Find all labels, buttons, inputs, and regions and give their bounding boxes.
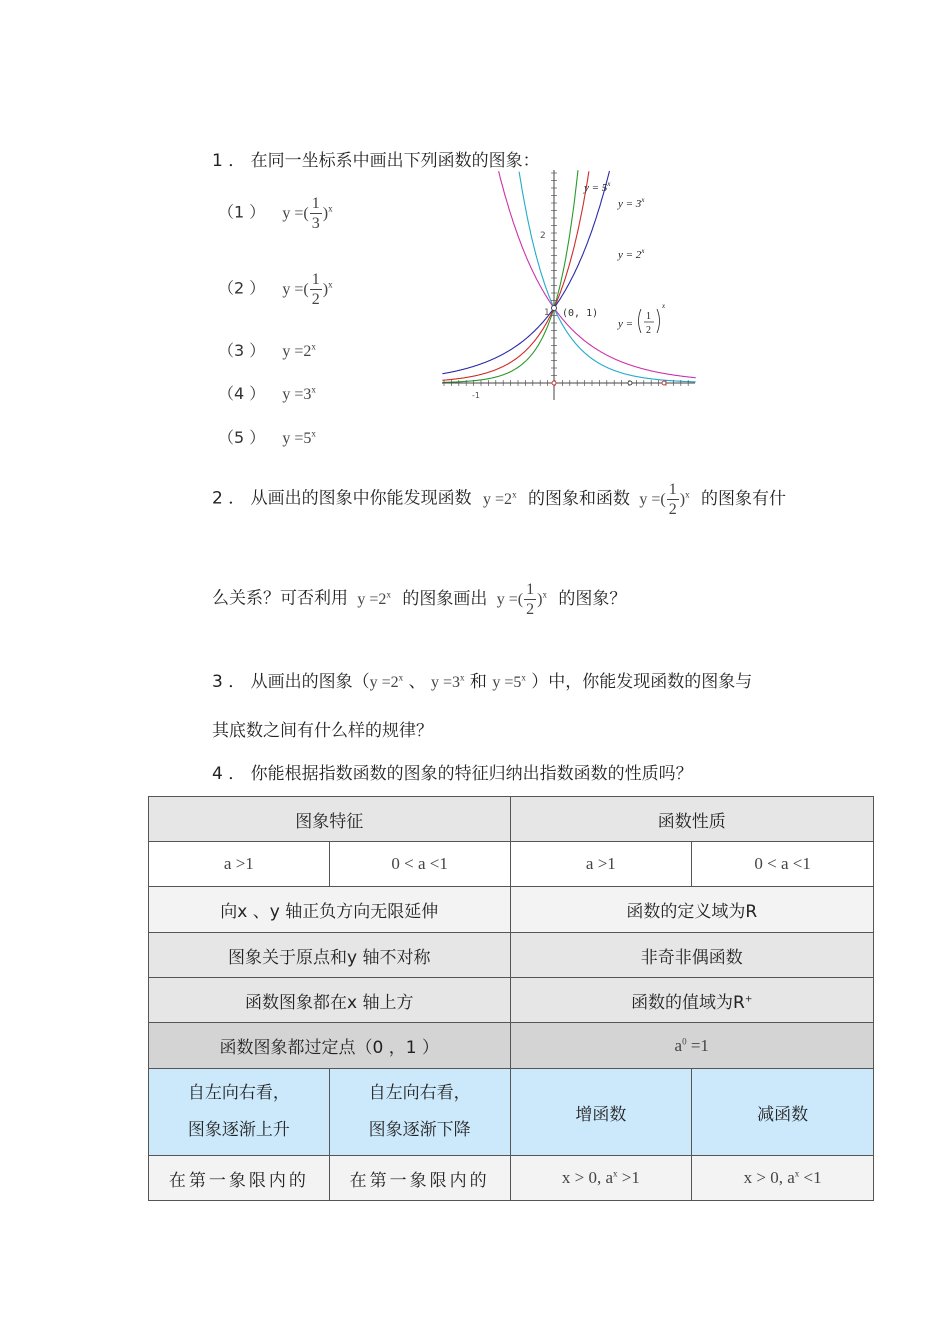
tick-label-y2: 2 [540, 231, 546, 241]
curve-12x [499, 171, 696, 378]
svg-text:x: x [662, 302, 666, 310]
cell-a-0-to-1: 0 < a <1 [692, 842, 874, 887]
item-label: （3 ） [218, 341, 266, 360]
cell-condition-lt: x > 0, $a^x <1$ [692, 1156, 874, 1201]
cell-feature: 函数图象都过定点（0 ，1 ） [149, 1023, 511, 1069]
function-item-1 [218, 196, 333, 232]
table-row [149, 797, 874, 842]
header-function-properties: 函数性质 [510, 797, 874, 842]
question-2-line-1: 2 ． 从画出的图象中你能发现函数 $y =2^x$ 的图象和函数 y =( $\frac{1}{2}$ )$^x$ 的图象有什 [212, 481, 786, 518]
cell-property: 非奇非偶函数 [510, 933, 874, 978]
label-y3: $y = 3^x$ [618, 196, 645, 210]
properties-table [148, 796, 874, 1201]
formula: $y =5^x$ [282, 428, 316, 447]
point-label: (0, 1) [562, 308, 599, 319]
cell-property: 函数的值域为R+ [510, 978, 874, 1023]
cell-a-0-to-1: 0 < a <1 [329, 842, 510, 887]
cell-rising: 自左向右看， 图象逐渐上升 [149, 1069, 330, 1156]
exponential-graph [440, 168, 700, 408]
cell-decreasing: 减函数 [692, 1069, 874, 1156]
label-y5: $y = 5^x$ [584, 180, 611, 194]
x-axis-marker [552, 381, 556, 385]
item-label: （4 ） [218, 384, 266, 403]
cell-feature: 图象关于原点和y 轴不对称 [149, 933, 511, 978]
curve-3x [442, 171, 589, 380]
formula: y =( $\frac{1}{3}$ )$^x$ [282, 195, 333, 232]
item-label: （5 ） [218, 428, 266, 447]
formula: $y =2^x$ [282, 341, 316, 360]
tick-label-xm1: -1 [472, 391, 480, 400]
header-graph-features: 图象特征 [149, 797, 511, 842]
cell-falling: 自左向右看， 图象逐渐下降 [329, 1069, 510, 1156]
x-axis-marker [662, 381, 666, 385]
table-row [149, 978, 874, 1023]
curve-2x [442, 171, 609, 374]
function-item-3 [218, 338, 316, 361]
item-label: （1 ） [218, 202, 266, 222]
cell-increasing: 增函数 [510, 1069, 692, 1156]
question-2-line-2: 么关系？可否利用 $y =2^x$ 的图象画出 y =( $\frac{1}{2}$ )$^x$ 的图象？ [212, 581, 627, 618]
point-0-1 [552, 306, 557, 311]
function-item-2 [218, 272, 333, 308]
question-3-line-2: 其底数之间有什么样的规律？ [212, 721, 433, 741]
table-row [149, 887, 874, 933]
function-item-4 [218, 381, 316, 404]
question-1: 1 ． 在同一坐标系中画出下列函数的图象： [212, 151, 540, 171]
cell-property: $a^0 =1$ [510, 1023, 874, 1069]
cell-feature: 向x 、y 轴正负方向无限延伸 [149, 887, 511, 933]
curve-13x [519, 172, 696, 382]
question-4: 4 ． 你能根据指数函数的图象的特征归纳出指数函数的性质吗？ [212, 764, 693, 784]
svg-text:y =: y = [618, 318, 634, 330]
table-row [149, 933, 874, 978]
svg-text:2: 2 [646, 325, 651, 336]
cell-condition-gt: x > 0, $a^x >1$ [510, 1156, 692, 1201]
formula: $y =3^x$ [282, 384, 316, 403]
cell-property: 函数的定义域为R [510, 887, 874, 933]
cell-first-quadrant: 在第一象限内的 [329, 1156, 510, 1201]
cell-a-gt-1: a >1 [149, 842, 330, 887]
item-label: （2 ） [218, 278, 266, 298]
x-axis-marker [628, 381, 632, 385]
tick-label-y1: 1 [544, 308, 550, 318]
svg-text:1: 1 [646, 311, 651, 322]
cell-feature: 函数图象都在x 轴上方 [149, 978, 511, 1023]
table-row [149, 842, 874, 887]
table-row [149, 1023, 874, 1069]
label-yhalf [617, 302, 666, 336]
label-y2: $y = 2^x$ [618, 247, 645, 261]
question-3-line-1: 3 ． 从画出的图象（$y =2^x$ 、 $y =3^x$ 和 $y =5^x$ ）中，你能发现函数的图象与 [212, 672, 753, 692]
table-row [149, 1156, 874, 1201]
table-row [149, 1069, 874, 1156]
cell-first-quadrant: 在第一象限内的 [149, 1156, 330, 1201]
formula: y =( $\frac{1}{2}$ )$^x$ [282, 271, 333, 308]
function-item-5 [218, 425, 316, 448]
cell-a-gt-1: a >1 [510, 842, 692, 887]
